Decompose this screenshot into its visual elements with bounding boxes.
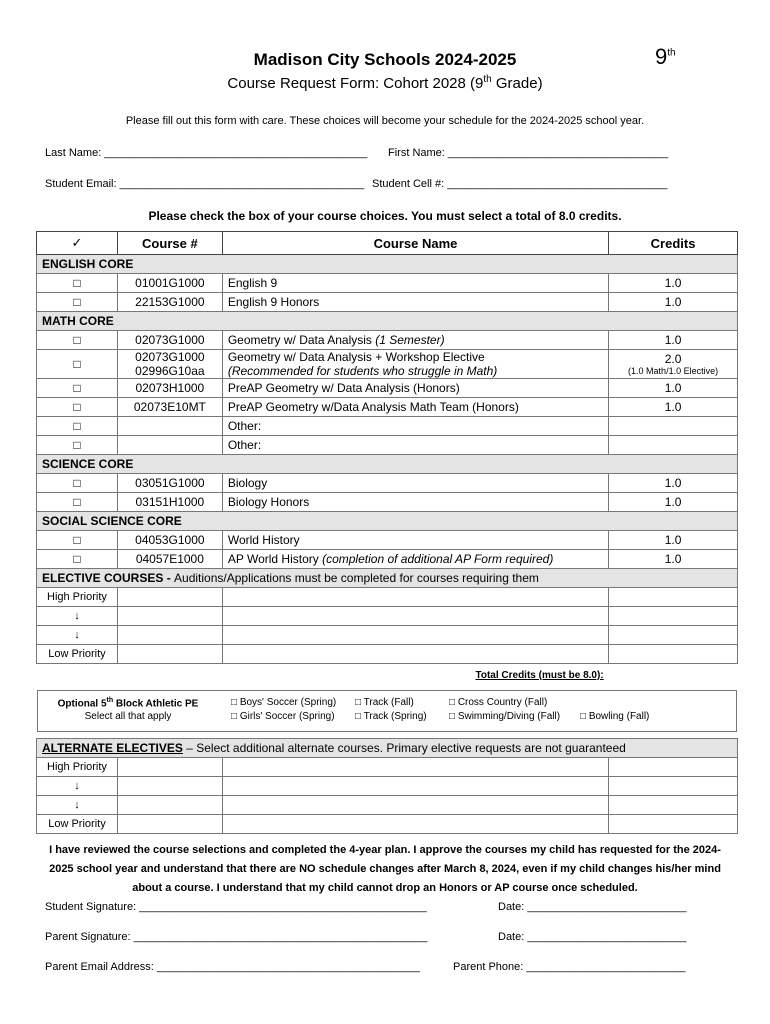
alt-course-num[interactable] [117, 815, 222, 834]
alt-course-num[interactable] [117, 796, 222, 815]
pe-option[interactable]: □ Girls' Soccer (Spring) [231, 711, 335, 722]
approval-statement: I have reviewed the course selections and completed the 4-year plan. I approve the courses my child has requested for the 2024-2025 school year and understand that there are NO schedule changes after March 8, 2024, even if my child changes his/her mind about a course. I understand that my child cannot drop an Honors or AP course once scheduled. [49, 844, 721, 894]
total-credits-label: Total Credits (must be 8.0): [475, 669, 604, 681]
elective-row [37, 607, 738, 626]
course-num: 01001G1000 [117, 274, 222, 293]
checkbox[interactable]: □ [37, 274, 118, 293]
course-name: Geometry w/ Data Analysis + Workshop Elective (Recommended for students who struggle in Math) [222, 350, 608, 379]
course-credits: 1.0 [609, 531, 738, 550]
course-name-header: Course Name [222, 232, 608, 255]
check-header: ✓ [37, 232, 118, 255]
course-num: 02073G1000 02996G10aa [117, 350, 222, 379]
parent-signature-field[interactable]: Parent Signature: ________________________________________________ [45, 931, 428, 943]
alt-course-num[interactable] [117, 777, 222, 796]
course-name: English 9 [222, 274, 608, 293]
alt-credits[interactable] [609, 758, 738, 777]
elective-course-name[interactable] [222, 645, 608, 664]
total-credits-field[interactable] [609, 664, 738, 687]
arrow-down-icon: ↓ [37, 626, 118, 645]
parent-email-field[interactable]: Parent Email Address: ___________________________________________ [45, 961, 420, 973]
parent-date-field[interactable]: Date: __________________________ [498, 931, 687, 943]
alt-credits[interactable] [609, 777, 738, 796]
form-title: Madison City Schools 2024-2025 [253, 50, 517, 69]
section-english: ENGLISH CORE [37, 255, 738, 274]
student-signature-field[interactable]: Student Signature: _______________________________________________ [45, 901, 427, 913]
table-row [37, 493, 738, 512]
checkbox[interactable]: □ [37, 331, 118, 350]
elective-course-name[interactable] [222, 607, 608, 626]
grade-label: 9th [655, 44, 676, 69]
priority-label: Low Priority [37, 645, 118, 664]
section-electives: ELECTIVE COURSES - Auditions/Applications must be completed for courses requiring them [37, 569, 738, 588]
pe-option[interactable]: □ Bowling (Fall) [580, 711, 650, 722]
arrow-down-icon: ↓ [37, 796, 118, 815]
checkbox[interactable]: □ [37, 398, 118, 417]
course-credits: 1.0 [609, 493, 738, 512]
priority-label: High Priority [37, 758, 118, 777]
last-name-field[interactable]: Last Name: ___________________________________________ [45, 147, 368, 159]
elective-course-num[interactable] [117, 626, 222, 645]
section-social-science: SOCIAL SCIENCE CORE [37, 512, 738, 531]
pe-option[interactable]: □ Track (Fall) [355, 697, 414, 708]
athletic-pe-box [37, 690, 737, 732]
arrow-down-icon: ↓ [37, 777, 118, 796]
pe-option[interactable]: □ Swimming/Diving (Fall) [449, 711, 561, 722]
elective-course-name[interactable] [222, 588, 608, 607]
checkbox[interactable]: □ [37, 293, 118, 312]
section-math: MATH CORE [37, 312, 738, 331]
pe-option[interactable]: □ Boys' Soccer (Spring) [231, 697, 337, 708]
course-num: 02073H1000 [117, 379, 222, 398]
pe-title: Optional 5th Block Athletic PE [57, 697, 199, 710]
course-num-header: Course # [117, 232, 222, 255]
checkbox[interactable]: □ [37, 350, 118, 379]
alt-credits[interactable] [609, 815, 738, 834]
course-credits: 1.0 [609, 274, 738, 293]
course-name: PreAP Geometry w/ Data Analysis (Honors) [222, 379, 608, 398]
table-row [37, 350, 738, 379]
checkbox[interactable]: □ [37, 474, 118, 493]
course-credits: 1.0 [609, 331, 738, 350]
course-credits: 1.0 [609, 398, 738, 417]
alternate-row [37, 777, 738, 796]
elective-credits[interactable] [609, 607, 738, 626]
arrow-down-icon: ↓ [37, 607, 118, 626]
checkbox[interactable]: □ [37, 531, 118, 550]
alternate-row [37, 815, 738, 834]
course-num: 04057E1000 [117, 550, 222, 569]
checkbox[interactable]: □ [37, 493, 118, 512]
elective-course-num[interactable] [117, 588, 222, 607]
alt-course-num[interactable] [117, 758, 222, 777]
alt-course-name[interactable] [222, 777, 608, 796]
course-credits: 2.0 (1.0 Math/1.0 Elective) [609, 350, 738, 379]
alt-course-name[interactable] [222, 758, 608, 777]
table-row [37, 379, 738, 398]
table-row [37, 398, 738, 417]
first-name-field[interactable]: First Name: ____________________________________ [388, 147, 669, 159]
course-name: World History [222, 531, 608, 550]
table-row [37, 474, 738, 493]
student-email-field[interactable]: Student Email: ________________________________________ [45, 178, 365, 190]
course-name: English 9 Honors [222, 293, 608, 312]
course-num[interactable] [117, 436, 222, 455]
course-num: 03051G1000 [117, 474, 222, 493]
course-table [36, 231, 738, 686]
intro-text: Please fill out this form with care. These choices will become your schedule for the 2024-2025 school year. [125, 115, 645, 127]
alternate-row [37, 796, 738, 815]
total-row [37, 664, 738, 687]
checkbox[interactable]: □ [37, 417, 118, 436]
credits-header: Credits [609, 232, 738, 255]
course-credits[interactable] [609, 417, 738, 436]
priority-label: Low Priority [37, 815, 118, 834]
course-name: AP World History (completion of additional AP Form required) [222, 550, 608, 569]
table-header [37, 232, 738, 255]
pe-subtitle: Select all that apply [84, 711, 172, 722]
course-credits[interactable] [609, 436, 738, 455]
elective-credits[interactable] [609, 588, 738, 607]
elective-row [37, 588, 738, 607]
elective-row [37, 626, 738, 645]
section-science: SCIENCE CORE [37, 455, 738, 474]
course-num: 02073G1000 [117, 331, 222, 350]
table-row [37, 417, 738, 436]
parent-phone-field[interactable]: Parent Phone: __________________________ [453, 961, 686, 973]
table-row [37, 531, 738, 550]
other-course[interactable]: Other: [222, 436, 608, 455]
elective-credits[interactable] [609, 626, 738, 645]
checkbox[interactable]: □ [37, 436, 118, 455]
alternate-electives-table [36, 738, 738, 834]
course-num: 02073E10MT [117, 398, 222, 417]
alt-course-name[interactable] [222, 815, 608, 834]
pe-option[interactable]: □ Track (Spring) [355, 711, 427, 722]
other-course[interactable]: Other: [222, 417, 608, 436]
section-alternates: ALTERNATE ELECTIVES – Select additional alternate courses. Primary elective requests are not guaranteed [37, 739, 738, 758]
checkbox[interactable]: □ [37, 550, 118, 569]
course-credits: 1.0 [609, 293, 738, 312]
checkbox[interactable]: □ [37, 379, 118, 398]
student-cell-field[interactable]: Student Cell #: ____________________________________ [372, 178, 668, 190]
course-name: Geometry w/ Data Analysis (1 Semester) [222, 331, 608, 350]
pe-option[interactable]: □ Cross Country (Fall) [449, 697, 548, 708]
course-credits: 1.0 [609, 474, 738, 493]
course-num: 22153G1000 [117, 293, 222, 312]
table-row [37, 293, 738, 312]
table-row [37, 436, 738, 455]
student-date-field[interactable]: Date: __________________________ [498, 901, 687, 913]
course-credits: 1.0 [609, 379, 738, 398]
elective-row [37, 645, 738, 664]
elective-course-num[interactable] [117, 645, 222, 664]
priority-label: High Priority [37, 588, 118, 607]
course-name: Biology Honors [222, 493, 608, 512]
course-credits: 1.0 [609, 550, 738, 569]
alt-credits[interactable] [609, 796, 738, 815]
course-num[interactable] [117, 417, 222, 436]
elective-course-name[interactable] [222, 626, 608, 645]
course-num: 04053G1000 [117, 531, 222, 550]
table-row [37, 550, 738, 569]
elective-course-num[interactable] [117, 607, 222, 626]
alt-course-name[interactable] [222, 796, 608, 815]
table-row [37, 331, 738, 350]
instruction-text: Please check the box of your course choices. You must select a total of 8.0 credits. [148, 209, 622, 223]
alternate-row [37, 758, 738, 777]
form-subtitle: Course Request Form: Cohort 2028 (9th Grade) [227, 74, 543, 92]
elective-credits[interactable] [609, 645, 738, 664]
course-num: 03151H1000 [117, 493, 222, 512]
course-name: PreAP Geometry w/Data Analysis Math Team (Honors) [222, 398, 608, 417]
course-name: Biology [222, 474, 608, 493]
table-row [37, 274, 738, 293]
